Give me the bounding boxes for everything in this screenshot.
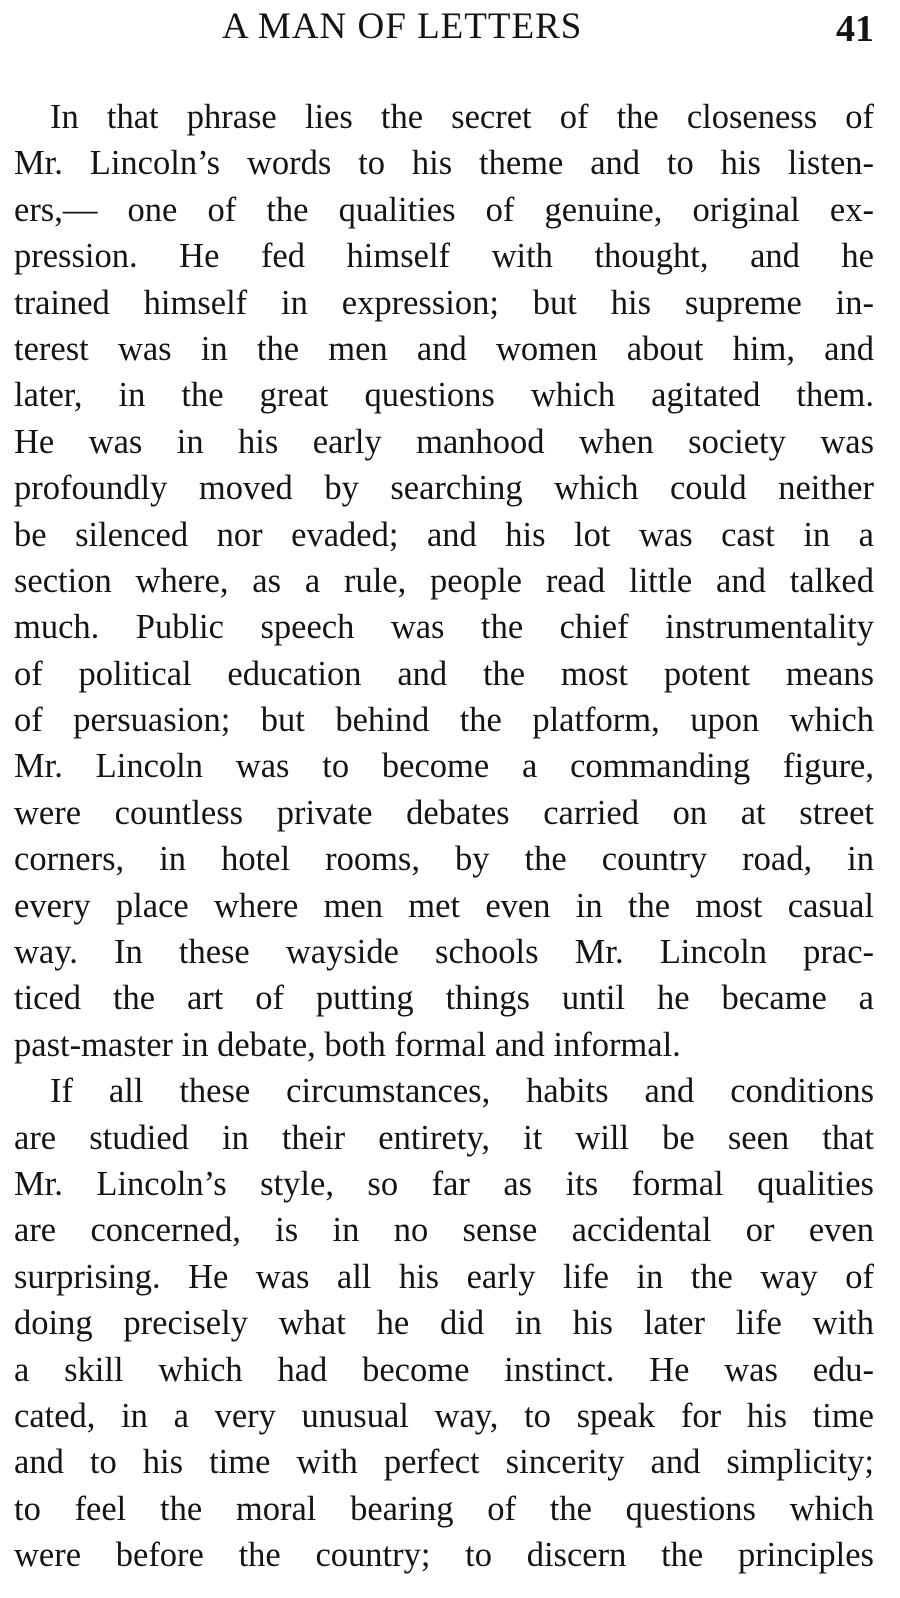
text-line: a skill which had become instinct. He was edu-: [14, 1350, 874, 1389]
text-line: way. In these wayside schools Mr. Lincoln prac-: [14, 933, 874, 972]
text-line: cated, in a very unusual way, to speak for his time: [14, 1396, 874, 1435]
text-line: and to his time with perfect sincerity and simplicity;: [14, 1443, 874, 1482]
running-head-title: A MAN OF LETTERS: [222, 6, 583, 47]
text-line: terest was in the men and women about him, and: [14, 329, 874, 368]
text-line: Mr. Lincoln was to become a commanding figure,: [14, 747, 874, 786]
text-line: Mr. Lincoln’s style, so far as its formal qualities: [14, 1164, 874, 1203]
text-line: were countless private debates carried on at street: [14, 793, 874, 832]
body-text: [14, 94, 874, 1579]
paragraph-2: [14, 1068, 874, 1578]
text-line: were before the country; to discern the principles: [14, 1536, 874, 1575]
text-line: surprising. He was all his early life in the way of: [14, 1257, 874, 1296]
text-line: are concerned, is in no sense accidental or even: [14, 1211, 874, 1250]
text-line: He was in his early manhood when society was: [14, 422, 874, 461]
page-number: 41: [836, 8, 874, 50]
text-line: pression. He fed himself with thought, and he: [14, 237, 874, 276]
text-line: past-master in debate, both formal and informal.: [14, 1025, 681, 1064]
text-line: Mr. Lincoln’s words to his theme and to his listen-: [14, 144, 874, 183]
text-line: ticed the art of putting things until he became a: [14, 979, 874, 1018]
text-line: much. Public speech was the chief instrumentality: [14, 608, 874, 647]
text-line: profoundly moved by searching which could neither: [14, 469, 874, 508]
text-line: of political education and the most potent means: [14, 654, 874, 693]
text-line: later, in the great questions which agitated them.: [14, 376, 874, 415]
text-line: to feel the moral bearing of the questions which: [14, 1489, 874, 1528]
running-head: [0, 2, 900, 52]
text-line: corners, in hotel rooms, by the country road, in: [14, 840, 874, 879]
paragraph-1: [14, 94, 874, 1068]
text-line: doing precisely what he did in his later life with: [14, 1304, 874, 1343]
text-line: ers,— one of the qualities of genuine, original ex-: [14, 190, 874, 229]
text-line: of persuasion; but behind the platform, upon which: [14, 701, 874, 740]
text-line: In that phrase lies the secret of the closeness of: [50, 98, 874, 136]
text-line: be silenced nor evaded; and his lot was cast in a: [14, 515, 874, 554]
text-line: section where, as a rule, people read little and talked: [14, 561, 874, 600]
text-line: If all these circumstances, habits and conditions: [50, 1072, 874, 1111]
text-line: are studied in their entirety, it will be seen that: [14, 1118, 874, 1157]
text-line: trained himself in expression; but his supreme in-: [14, 283, 874, 322]
text-line: every place where men met even in the most casual: [14, 886, 874, 925]
